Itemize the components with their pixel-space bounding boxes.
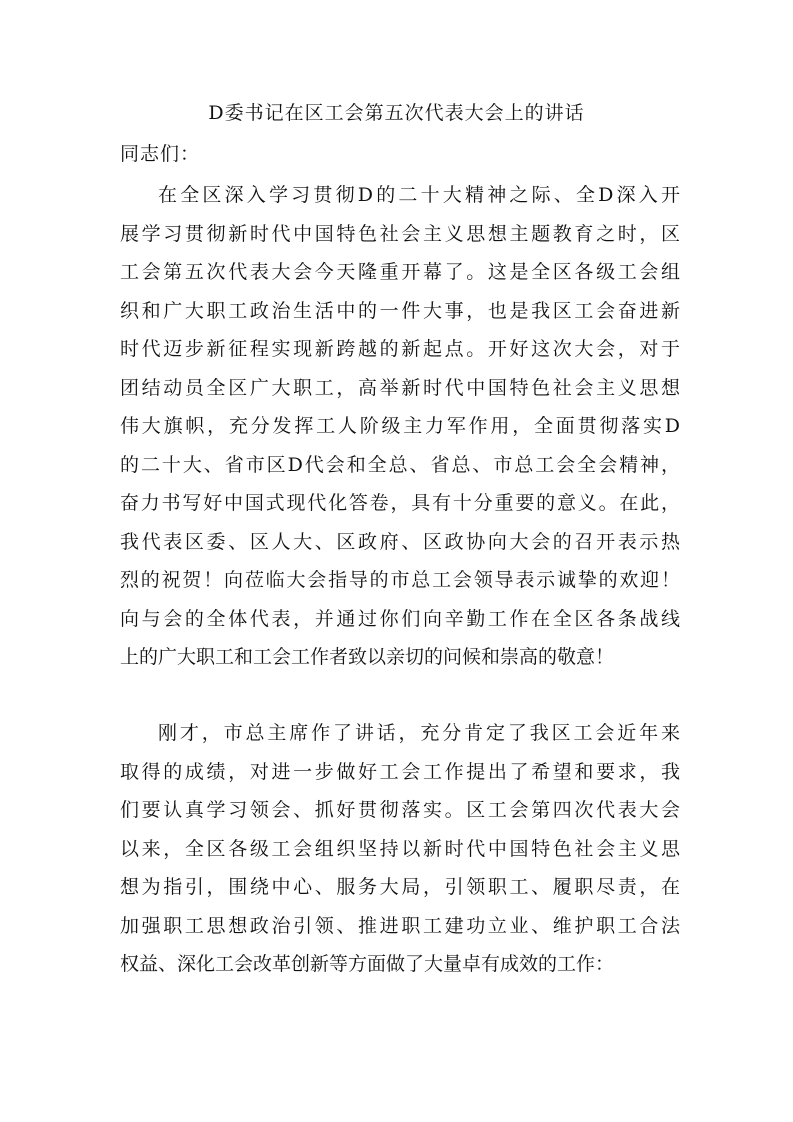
paragraph-line: 团结动员全区广大职工，高举新时代中国特色社会主义思想 — [120, 376, 680, 399]
paragraph-line: 展学习贯彻新时代中国特色社会主义思想主题教育之时，区 — [120, 222, 680, 245]
paragraph-line: 烈的祝贺！向莅临大会指导的市总工会领导表示诚挚的欢迎！ — [120, 569, 680, 591]
paragraph-line: 时代迈步新征程实现新跨越的新起点。开好这次大会，对于 — [120, 338, 680, 360]
paragraph-line: 们要认真学习领会、抓好贯彻落实。区工会第四次代表大会 — [120, 799, 680, 821]
salutation: 同志们： — [120, 143, 201, 165]
paragraph-line: 权益、深化工会改革创新等方面做了大量卓有成效的工作： — [120, 953, 615, 975]
paragraph-line: 织和广大职工政治生活中的一件大事，也是我区工会奋进新 — [120, 299, 680, 322]
paragraph-line: 取得的成绩，对进一步做好工会工作提出了希望和要求，我 — [120, 760, 680, 783]
paragraph-line: 伟大旗帜，充分发挥工人阶级主力军作用，全面贯彻落实D — [120, 415, 680, 437]
paragraph-line: 向与会的全体代表，并通过你们向辛勤工作在全区各条战线 — [120, 607, 680, 630]
paragraph-line: 工会第五次代表大会今天隆重开幕了。这是全区各级工会组 — [120, 261, 680, 283]
paragraph-line: 的二十大、省市区D代会和全总、省总、市总工会全会精神， — [120, 453, 680, 476]
paragraph-line: 刚才，市总主席作了讲话，充分肯定了我区工会近年来 — [158, 722, 680, 744]
paragraph-line: 加强职工思想政治引领、推进职工建功立业、维护职工合法 — [120, 914, 680, 937]
paragraph-line: 想为指引，围绕中心、服务大局，引领职工、履职尽责，在 — [120, 876, 680, 898]
paragraph-line: 以来，全区各级工会组织坚持以新时代中国特色社会主义思 — [120, 837, 680, 860]
paragraph-1 — [120, 176, 680, 677]
paragraph-line: 我代表区委、区人大、区政府、区政协向大会的召开表示热 — [120, 530, 680, 553]
paragraph-line: 上的广大职工和工会工作者致以亲切的问候和崇高的敬意！ — [120, 646, 615, 668]
paragraph-line: 在全区深入学习贯彻D的二十大精神之际、全D深入开 — [158, 184, 680, 206]
document-title: D委书记在区工会第五次代表大会上的讲话 — [208, 102, 585, 124]
paragraph-2 — [120, 714, 680, 984]
paragraph-line: 奋力书写好中国式现代化答卷，具有十分重要的意义。在此， — [120, 492, 680, 514]
